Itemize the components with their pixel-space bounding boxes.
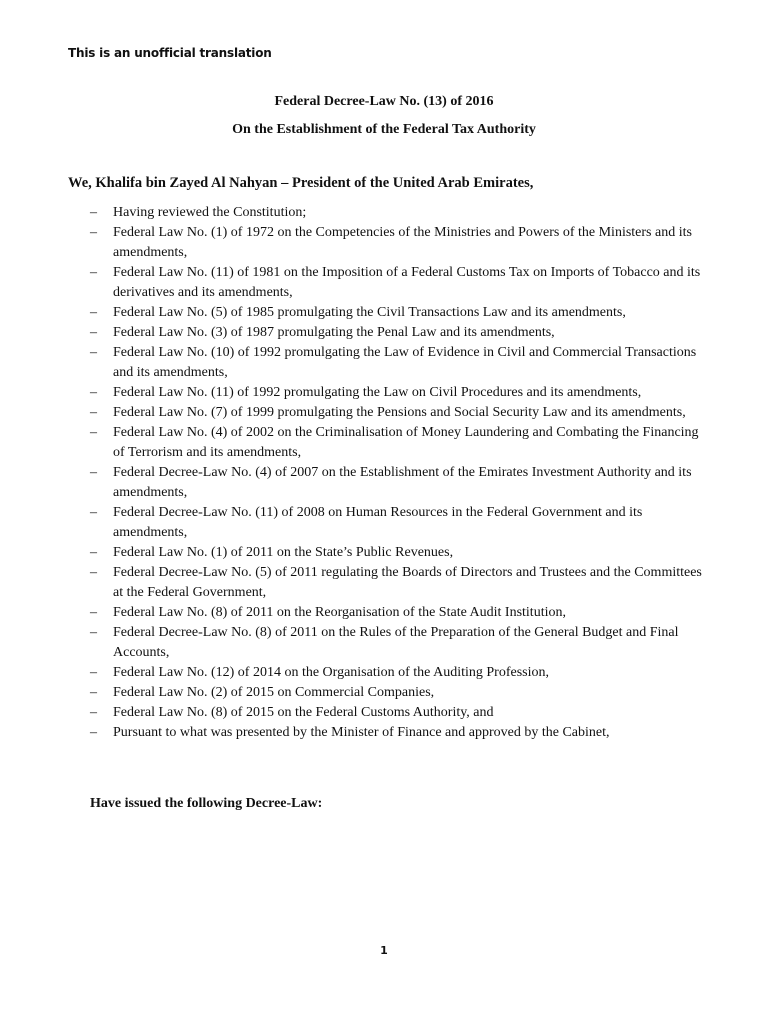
dash-bullet-icon: – [90, 465, 97, 480]
dash-bullet-icon: – [90, 505, 97, 520]
dash-bullet-icon: – [90, 325, 97, 340]
recital-text: Federal Law No. (4) of 2002 on the Criminalisation of Money Laundering and Combating the Financing of Terrorism and its amendments, [113, 425, 699, 460]
recital-text: Federal Law No. (8) of 2011 on the Reorganisation of the State Audit Institution, [113, 605, 566, 620]
dash-bullet-icon: – [90, 685, 97, 700]
recital-text: Federal Law No. (11) of 1992 promulgating the Law on Civil Procedures and its amendments, [113, 385, 642, 400]
recital-text: Federal Law No. (2) of 2015 on Commercial Companies, [113, 685, 435, 700]
dash-bullet-icon: – [90, 425, 97, 440]
recital-item [90, 223, 702, 263]
recital-item [90, 203, 702, 223]
document-subtitle: On the Establishment of the Federal Tax Authority [232, 122, 536, 137]
dash-bullet-icon: – [90, 725, 97, 740]
recital-text: Federal Law No. (7) of 1999 promulgating the Pensions and Social Security Law and its amendments, [113, 405, 686, 420]
recital-text: Federal Decree-Law No. (4) of 2007 on the Establishment of the Emirates Investment Authority and its amendments, [113, 465, 692, 500]
preamble: We, Khalifa bin Zayed Al Nahyan – President of the United Arab Emirates, [68, 175, 534, 191]
recital-item [90, 623, 702, 663]
dash-bullet-icon: – [90, 225, 97, 240]
recital-text: Federal Law No. (12) of 2014 on the Organisation of the Auditing Profession, [113, 665, 550, 680]
recital-item [90, 663, 702, 683]
recital-item [90, 263, 702, 303]
recital-item [90, 703, 702, 723]
dash-bullet-icon: – [90, 565, 97, 580]
dash-bullet-icon: – [90, 665, 97, 680]
document-title: Federal Decree-Law No. (13) of 2016 [274, 94, 494, 109]
recital-text: Federal Decree-Law No. (5) of 2011 regulating the Boards of Directors and Trustees and the Committees at the Federal Government, [113, 565, 702, 600]
recital-item [90, 303, 702, 323]
recital-item [90, 603, 702, 623]
recital-text: Federal Law No. (8) of 2015 on the Federal Customs Authority, and [113, 705, 494, 720]
recital-item [90, 403, 702, 423]
dash-bullet-icon: – [90, 205, 97, 220]
dash-bullet-icon: – [90, 625, 97, 640]
dash-bullet-icon: – [90, 265, 97, 280]
recital-text: Pursuant to what was presented by the Minister of Finance and approved by the Cabinet, [113, 725, 610, 740]
recital-text: Federal Law No. (3) of 1987 promulgating the Penal Law and its amendments, [113, 325, 555, 340]
dash-bullet-icon: – [90, 705, 97, 720]
closing-statement: Have issued the following Decree-Law: [90, 796, 323, 811]
dash-bullet-icon: – [90, 545, 97, 560]
recital-text: Federal Law No. (1) of 1972 on the Competencies of the Ministries and Powers of the Ministers and its amendments, [113, 225, 692, 260]
recital-item [90, 543, 702, 563]
dash-bullet-icon: – [90, 385, 97, 400]
recital-item [90, 423, 702, 463]
dash-bullet-icon: – [90, 405, 97, 420]
recital-text: Federal Decree-Law No. (8) of 2011 on the Rules of the Preparation of the General Budget and Final Accounts, [113, 625, 679, 660]
page-number: 1 [380, 944, 388, 957]
recital-text: Federal Law No. (10) of 1992 promulgating the Law of Evidence in Civil and Commercial Transactions and its amendments, [113, 345, 697, 380]
recital-item [90, 723, 702, 743]
recital-item [90, 683, 702, 703]
recital-item [90, 343, 702, 383]
recital-item [90, 503, 702, 543]
recital-text: Federal Decree-Law No. (11) of 2008 on Human Resources in the Federal Government and its amendments, [113, 505, 643, 540]
recital-text: Federal Law No. (5) of 1985 promulgating the Civil Transactions Law and its amendments, [113, 305, 626, 320]
recital-item [90, 323, 702, 343]
recital-text: Federal Law No. (11) of 1981 on the Imposition of a Federal Customs Tax on Imports of Tobacco and its derivatives and its amendments, [113, 265, 701, 300]
recital-item [90, 383, 702, 403]
recitals-list [90, 203, 702, 743]
recital-item [90, 463, 702, 503]
recital-text: Federal Law No. (1) of 2011 on the State’s Public Revenues, [113, 545, 454, 560]
dash-bullet-icon: – [90, 605, 97, 620]
translation-notice: This is an unofficial translation [68, 46, 272, 60]
recital-text: Having reviewed the Constitution; [113, 205, 307, 220]
dash-bullet-icon: – [90, 345, 97, 360]
recital-item [90, 563, 702, 603]
dash-bullet-icon: – [90, 305, 97, 320]
